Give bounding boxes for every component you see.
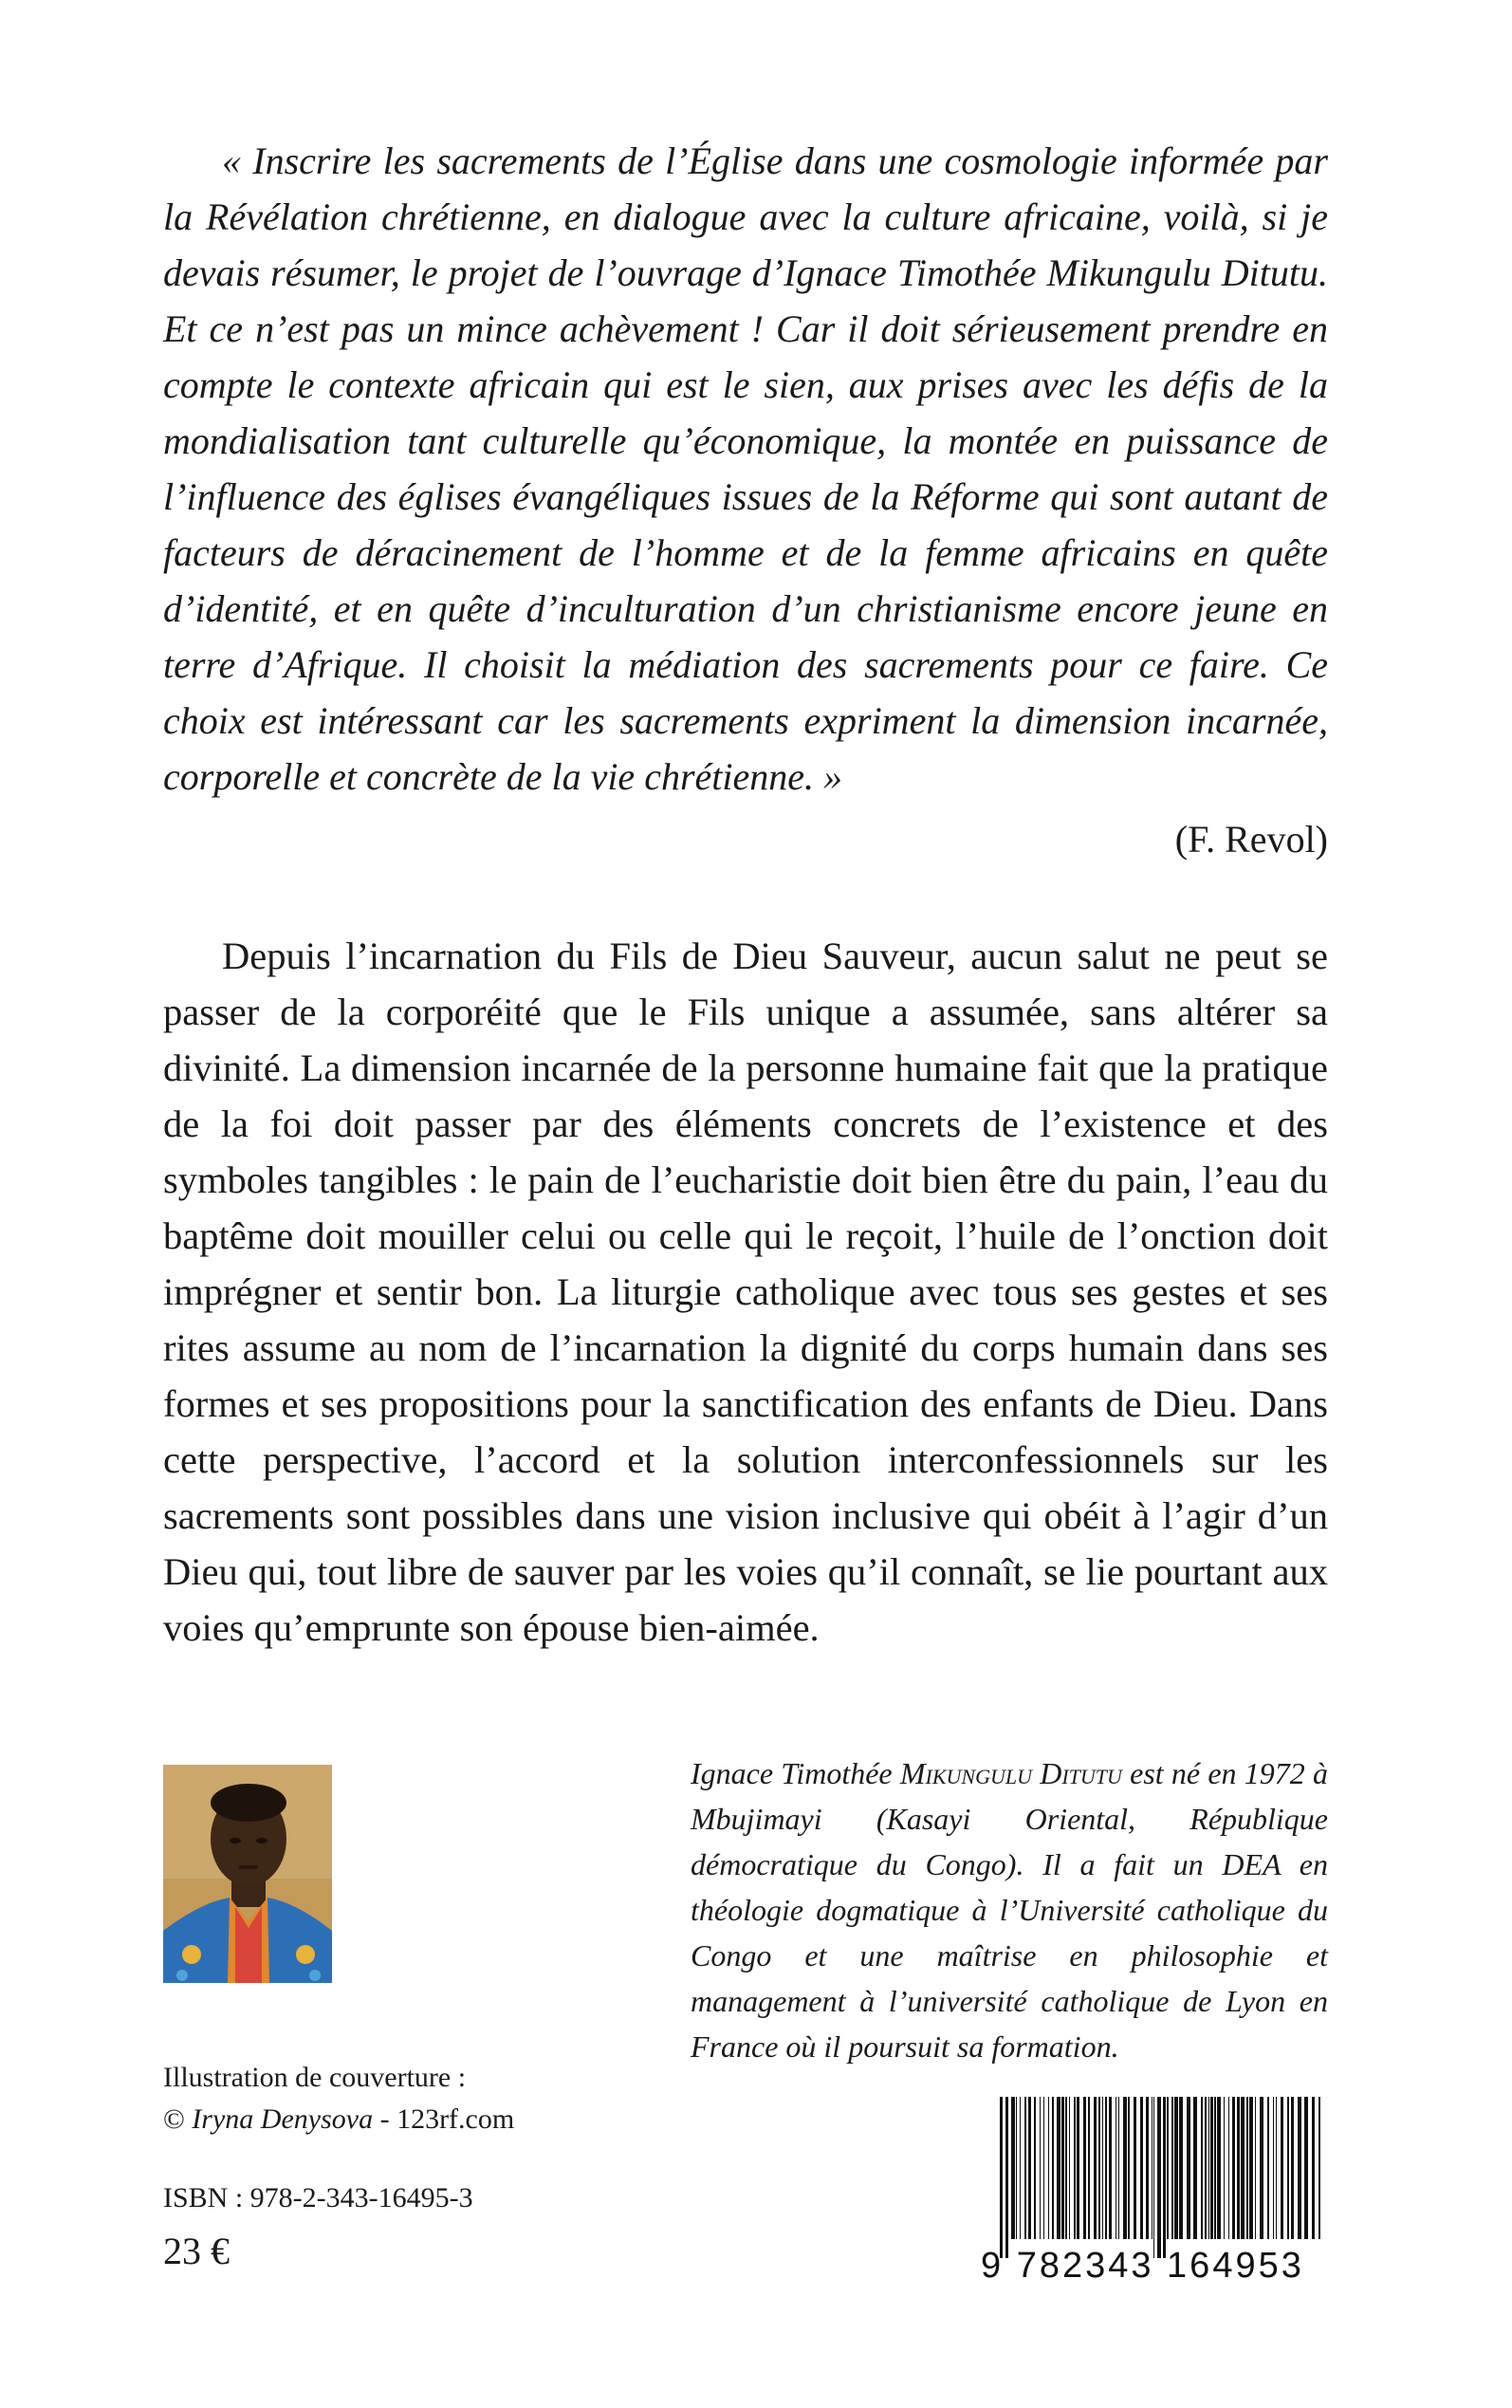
barcode-bar <box>1312 2097 1315 2239</box>
quote-attribution: (F. Revol) <box>1174 818 1328 861</box>
barcode-bar <box>1048 2097 1049 2239</box>
barcode-bar <box>1088 2097 1090 2239</box>
barcode-bar <box>1024 2097 1026 2239</box>
barcode-bar <box>1217 2097 1221 2239</box>
barcode-bar <box>1061 2097 1064 2239</box>
barcode-bar <box>1260 2097 1263 2239</box>
author-bio <box>691 1750 1328 2069</box>
barcode-bar <box>1005 2097 1008 2258</box>
barcode-bar <box>1205 2097 1207 2239</box>
barcode-bar <box>1201 2097 1203 2239</box>
barcode-bar <box>1153 2097 1154 2258</box>
barcode-bar <box>1065 2097 1067 2239</box>
back-cover-quote: « Inscrire les sacrements de l’Église dans une cosmologie informée par la Révélation chrétienne, en dialogue avec la culture africaine, voilà, si je devais résumer, le projet de l’ouvrage d’Ignace Timothée Mikungulu Ditutu. Et ce n’est pas un mince achèvement ! Car il doit sérieusement prendre en compte le contexte africain qui est le sien, aux prises avec les défis de la mondialisation tant culturelle qu’économique, la montée en puissance de l’influence des églises évangéliques issues de la Réforme qui sont autant de facteurs de déracinement de l’homme et de la femme africains en quête d’identité, et en quête d’inculturation d’un christianisme encore jeune en terre d’Afrique. Il choisit la médiation des sacrements pour ce faire. Ce choix est intéressant car les sacrements expriment la dimension incarnée, corporelle et concrète de la vie chrétienne. » <box>163 139 1328 798</box>
barcode-bar <box>1241 2097 1245 2239</box>
barcode-bar <box>1109 2097 1112 2239</box>
barcode-bar <box>1140 2097 1143 2239</box>
barcode-bar <box>1040 2097 1041 2239</box>
barcode-bar <box>1287 2097 1289 2239</box>
barcode-bar <box>1214 2097 1216 2239</box>
barcode-bar <box>1193 2097 1197 2239</box>
barcode-bar <box>1134 2097 1136 2239</box>
barcode-bar <box>1267 2097 1269 2239</box>
barcode-bar <box>1171 2097 1173 2239</box>
barcode-bar <box>1255 2097 1256 2239</box>
barcode-bar <box>1102 2097 1103 2239</box>
credit-copyright: © <box>163 2103 193 2135</box>
barcode-bar <box>1020 2097 1021 2239</box>
barcode-bar <box>1105 2097 1107 2239</box>
credit-line <box>163 2099 514 2140</box>
barcode-bar <box>1304 2097 1308 2239</box>
barcode-bar <box>1034 2097 1036 2239</box>
barcode-bar <box>1163 2097 1166 2258</box>
barcode-bar <box>1118 2097 1119 2239</box>
barcode-bar <box>1298 2097 1301 2239</box>
barcode-bar <box>1011 2097 1015 2239</box>
barcode-bar <box>1157 2097 1161 2258</box>
barcode-bar <box>1098 2097 1100 2239</box>
barcode-bar <box>1052 2097 1054 2239</box>
barcode-digits: 9 782343 164953 <box>981 2246 1304 2286</box>
barcode-bar <box>1043 2097 1044 2239</box>
credit-artist: Iryna Denysova <box>192 2103 374 2135</box>
barcode-bar <box>1210 2097 1213 2239</box>
barcode-bar <box>1000 2097 1003 2258</box>
barcode-bar <box>1069 2097 1070 2239</box>
barcode-bar <box>1224 2097 1225 2239</box>
barcode-bar <box>1057 2097 1060 2239</box>
barcode-bar <box>1016 2097 1017 2239</box>
price: 23 € <box>163 2230 230 2272</box>
barcode-bar <box>1123 2097 1127 2239</box>
author-portrait-illustration <box>163 1765 332 1983</box>
author-first-names: Ignace Timothée <box>691 1756 900 1790</box>
barcode-bar <box>1291 2097 1294 2239</box>
barcode-bar <box>1128 2097 1130 2239</box>
barcode-bar <box>1094 2097 1097 2239</box>
barcode-bar <box>1208 2097 1209 2239</box>
barcode-bar <box>1276 2097 1277 2239</box>
author-photo <box>163 1765 332 1983</box>
barcode-bar <box>1083 2097 1086 2239</box>
barcode-bar <box>1074 2097 1076 2239</box>
barcode-bar <box>1187 2097 1190 2239</box>
barcode-bar <box>1228 2097 1229 2239</box>
author-surname: Mikungulu Ditutu <box>899 1756 1122 1790</box>
cover-illustration-credit <box>163 2057 514 2140</box>
author-bio-text: est né en 1972 à Mbujimayi (Kasayi Oriental, République démocratique du Congo). Il a fait un DEA en théologie dogmatique à l’Université catholique du Congo et une maîtrise en philosophie et management à l’université catholique de Lyon en France où il poursuit sa formation. <box>691 1756 1328 2064</box>
barcode-bar <box>1232 2097 1235 2239</box>
barcode-bar <box>1281 2097 1283 2239</box>
isbn: ISBN : 978-2-343-16495-3 <box>163 2182 473 2214</box>
barcode-bar <box>1237 2097 1240 2239</box>
credit-source: - 123rf.com <box>373 2103 515 2135</box>
credit-label: Illustration de couverture : <box>163 2062 467 2093</box>
barcode-bar <box>1028 2097 1031 2239</box>
barcode-bar <box>1273 2097 1274 2239</box>
barcode-bar <box>1077 2097 1079 2239</box>
barcode-bar <box>1318 2097 1320 2239</box>
barcode-bar <box>1167 2097 1169 2239</box>
barcode-bar <box>1146 2097 1149 2239</box>
barcode-bar <box>1179 2097 1183 2239</box>
barcode-bar <box>1246 2097 1248 2239</box>
back-cover-summary: Depuis l’incarnation du Fils de Dieu Sauveur, aucun salut ne peut se passer de la corporéité que le Fils unique a assumée, sans altérer sa divinité. La dimension incarnée de la personne humaine fait que la pratique de la foi doit passer par des éléments concrets de l’existence et des symboles tangibles : le pain de l’eucharistie doit bien être du pain, l’eau du baptême doit mouiller celui ou celle qui le reçoit, l’huile de l’onction doit imprégner et sentir bon. La liturgie catholique avec tous ses gestes et ses rites assume au nom de l’incarnation la dignité du corps humain dans ses formes et ses propositions pour la sanctification des enfants de Dieu. Dans cette perspective, l’accord et la solution interconfessionnels sur les sacrements sont possibles dans une vision inclusive qui obéit à l’agir d’un Dieu qui, tout libre de sauver par les voies qu’il connaît, se lie pourtant aux voies qu’emprunte son épouse bien-aimée. <box>163 935 1328 1649</box>
barcode-bar <box>1249 2097 1253 2239</box>
barcode-bar <box>1174 2097 1178 2239</box>
